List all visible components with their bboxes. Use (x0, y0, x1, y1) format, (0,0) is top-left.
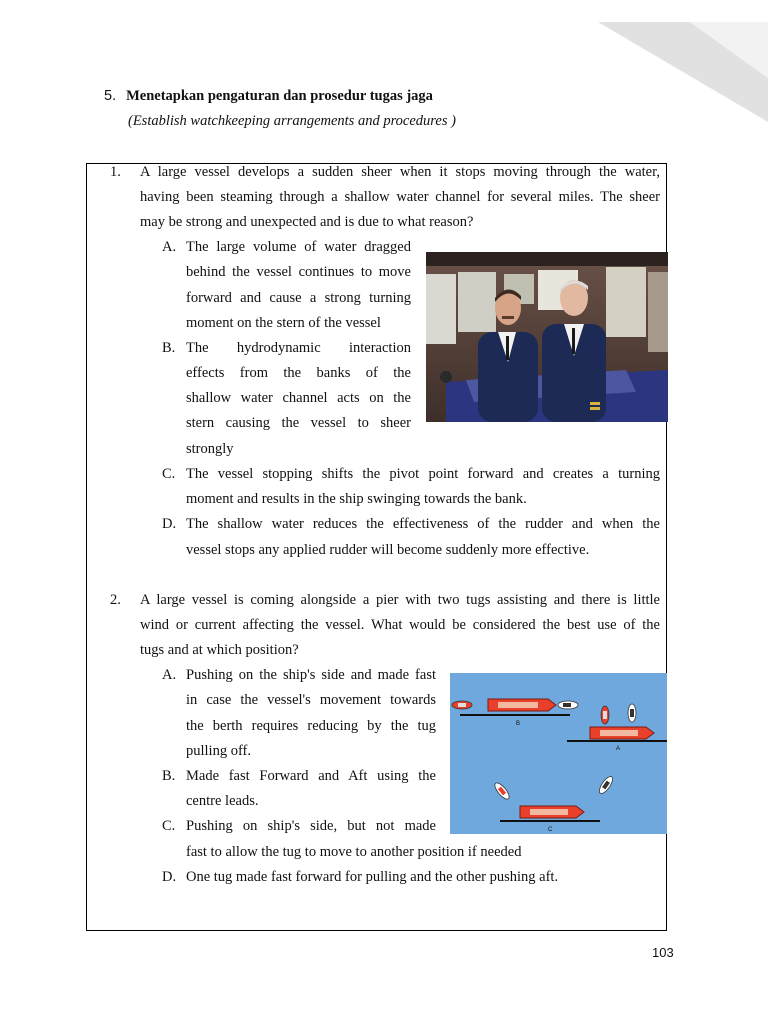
section-title: Menetapkan pengaturan dan prosedur tugas jaga (126, 88, 433, 104)
q1-option-a-line: moment on the stern of the vessel (186, 315, 381, 331)
q1-option-b-line: shallow water channel acts on the (186, 390, 411, 406)
q1-option-a-line: The large volume of water dragged (186, 239, 411, 255)
q1-option-b-line: effects from the banks of the (186, 365, 411, 381)
q1-option-a-line: forward and cause a strong turning (186, 290, 411, 306)
section-heading (104, 88, 433, 105)
q1-option-c-letter: C. (162, 466, 176, 482)
q1-option-b-line: stern causing the vessel to sheer (186, 415, 411, 431)
q1-option-d-letter: D. (162, 516, 177, 532)
question-2-line-3: tugs and at which position? (140, 642, 299, 658)
tug (628, 704, 636, 722)
q1-option-c-line: moment and results in the ship swinging towards the bank. (186, 491, 527, 507)
question-1-number: 1. (110, 164, 121, 180)
question-1-line-1: A large vessel develops a sudden sheer when it stops moving through the water, (140, 164, 660, 180)
q2-option-a-line: Pushing on the ship's side and made fast (186, 667, 436, 683)
q1-option-b-line: The hydrodynamic interaction (186, 340, 411, 356)
q2-option-d-line: One tug made fast forward for pulling and the other pushing aft. (186, 869, 559, 885)
q2-option-d-letter: D. (162, 869, 177, 885)
question-2-number: 2. (110, 592, 121, 608)
q1-option-c-line: The vessel stopping shifts the pivot point forward and creates a turning (186, 466, 660, 482)
tug (601, 706, 609, 724)
q1-option-b-line: strongly (186, 441, 234, 457)
question-1-line-3: may be strong and unexpected and is due to what reason? (140, 214, 474, 230)
section-number: 5. (104, 88, 117, 104)
diagram-label-c: C (548, 827, 553, 833)
diagram-label-a: A (616, 746, 621, 752)
question-2-line-1: A large vessel is coming alongside a pier with two tugs assisting and there is little (140, 592, 660, 608)
q2-option-b-letter: B. (162, 768, 176, 784)
tug (452, 701, 472, 709)
q2-option-c-line: fast to allow the tug to move to another position if needed (186, 844, 522, 860)
question-1-line-2: having been steaming through a shallow water channel for several miles. The sheer (140, 189, 660, 205)
q1-option-a-line: behind the vessel continues to move (186, 264, 411, 280)
q2-option-a-line: in case the vessel's movement towards (186, 692, 436, 708)
q2-option-a-letter: A. (162, 667, 177, 683)
q2-option-a-line: the berth requires reducing by the tug (186, 718, 436, 734)
q1-option-a-letter: A. (162, 239, 177, 255)
q2-option-c-letter: C. (162, 818, 176, 834)
q1-option-d-line: vessel stops any applied rudder will become suddenly more effective. (186, 542, 590, 558)
q1-option-b-letter: B. (162, 340, 176, 356)
q2-option-b-line: Made fast Forward and Aft using the (186, 768, 436, 784)
q2-option-c-line: Pushing on ship's side, but not made (186, 818, 436, 834)
diagram-label-b: B (516, 721, 521, 727)
page-number: 103 (652, 945, 674, 960)
tug-positions-diagram (450, 673, 667, 834)
q2-option-a-line: pulling off. (186, 743, 251, 759)
bridge-officers-photo (426, 252, 668, 422)
corner-decoration (568, 0, 768, 130)
tug (558, 701, 578, 709)
question-2-line-2: wind or current affecting the vessel. What would be considered the best use of the (140, 617, 660, 633)
q2-option-b-line: centre leads. (186, 793, 259, 809)
section-subtitle: (Establish watchkeeping arrangements and procedures ) (128, 113, 456, 129)
q1-option-d-line: The shallow water reduces the effectiveness of the rudder and when the (186, 516, 660, 532)
